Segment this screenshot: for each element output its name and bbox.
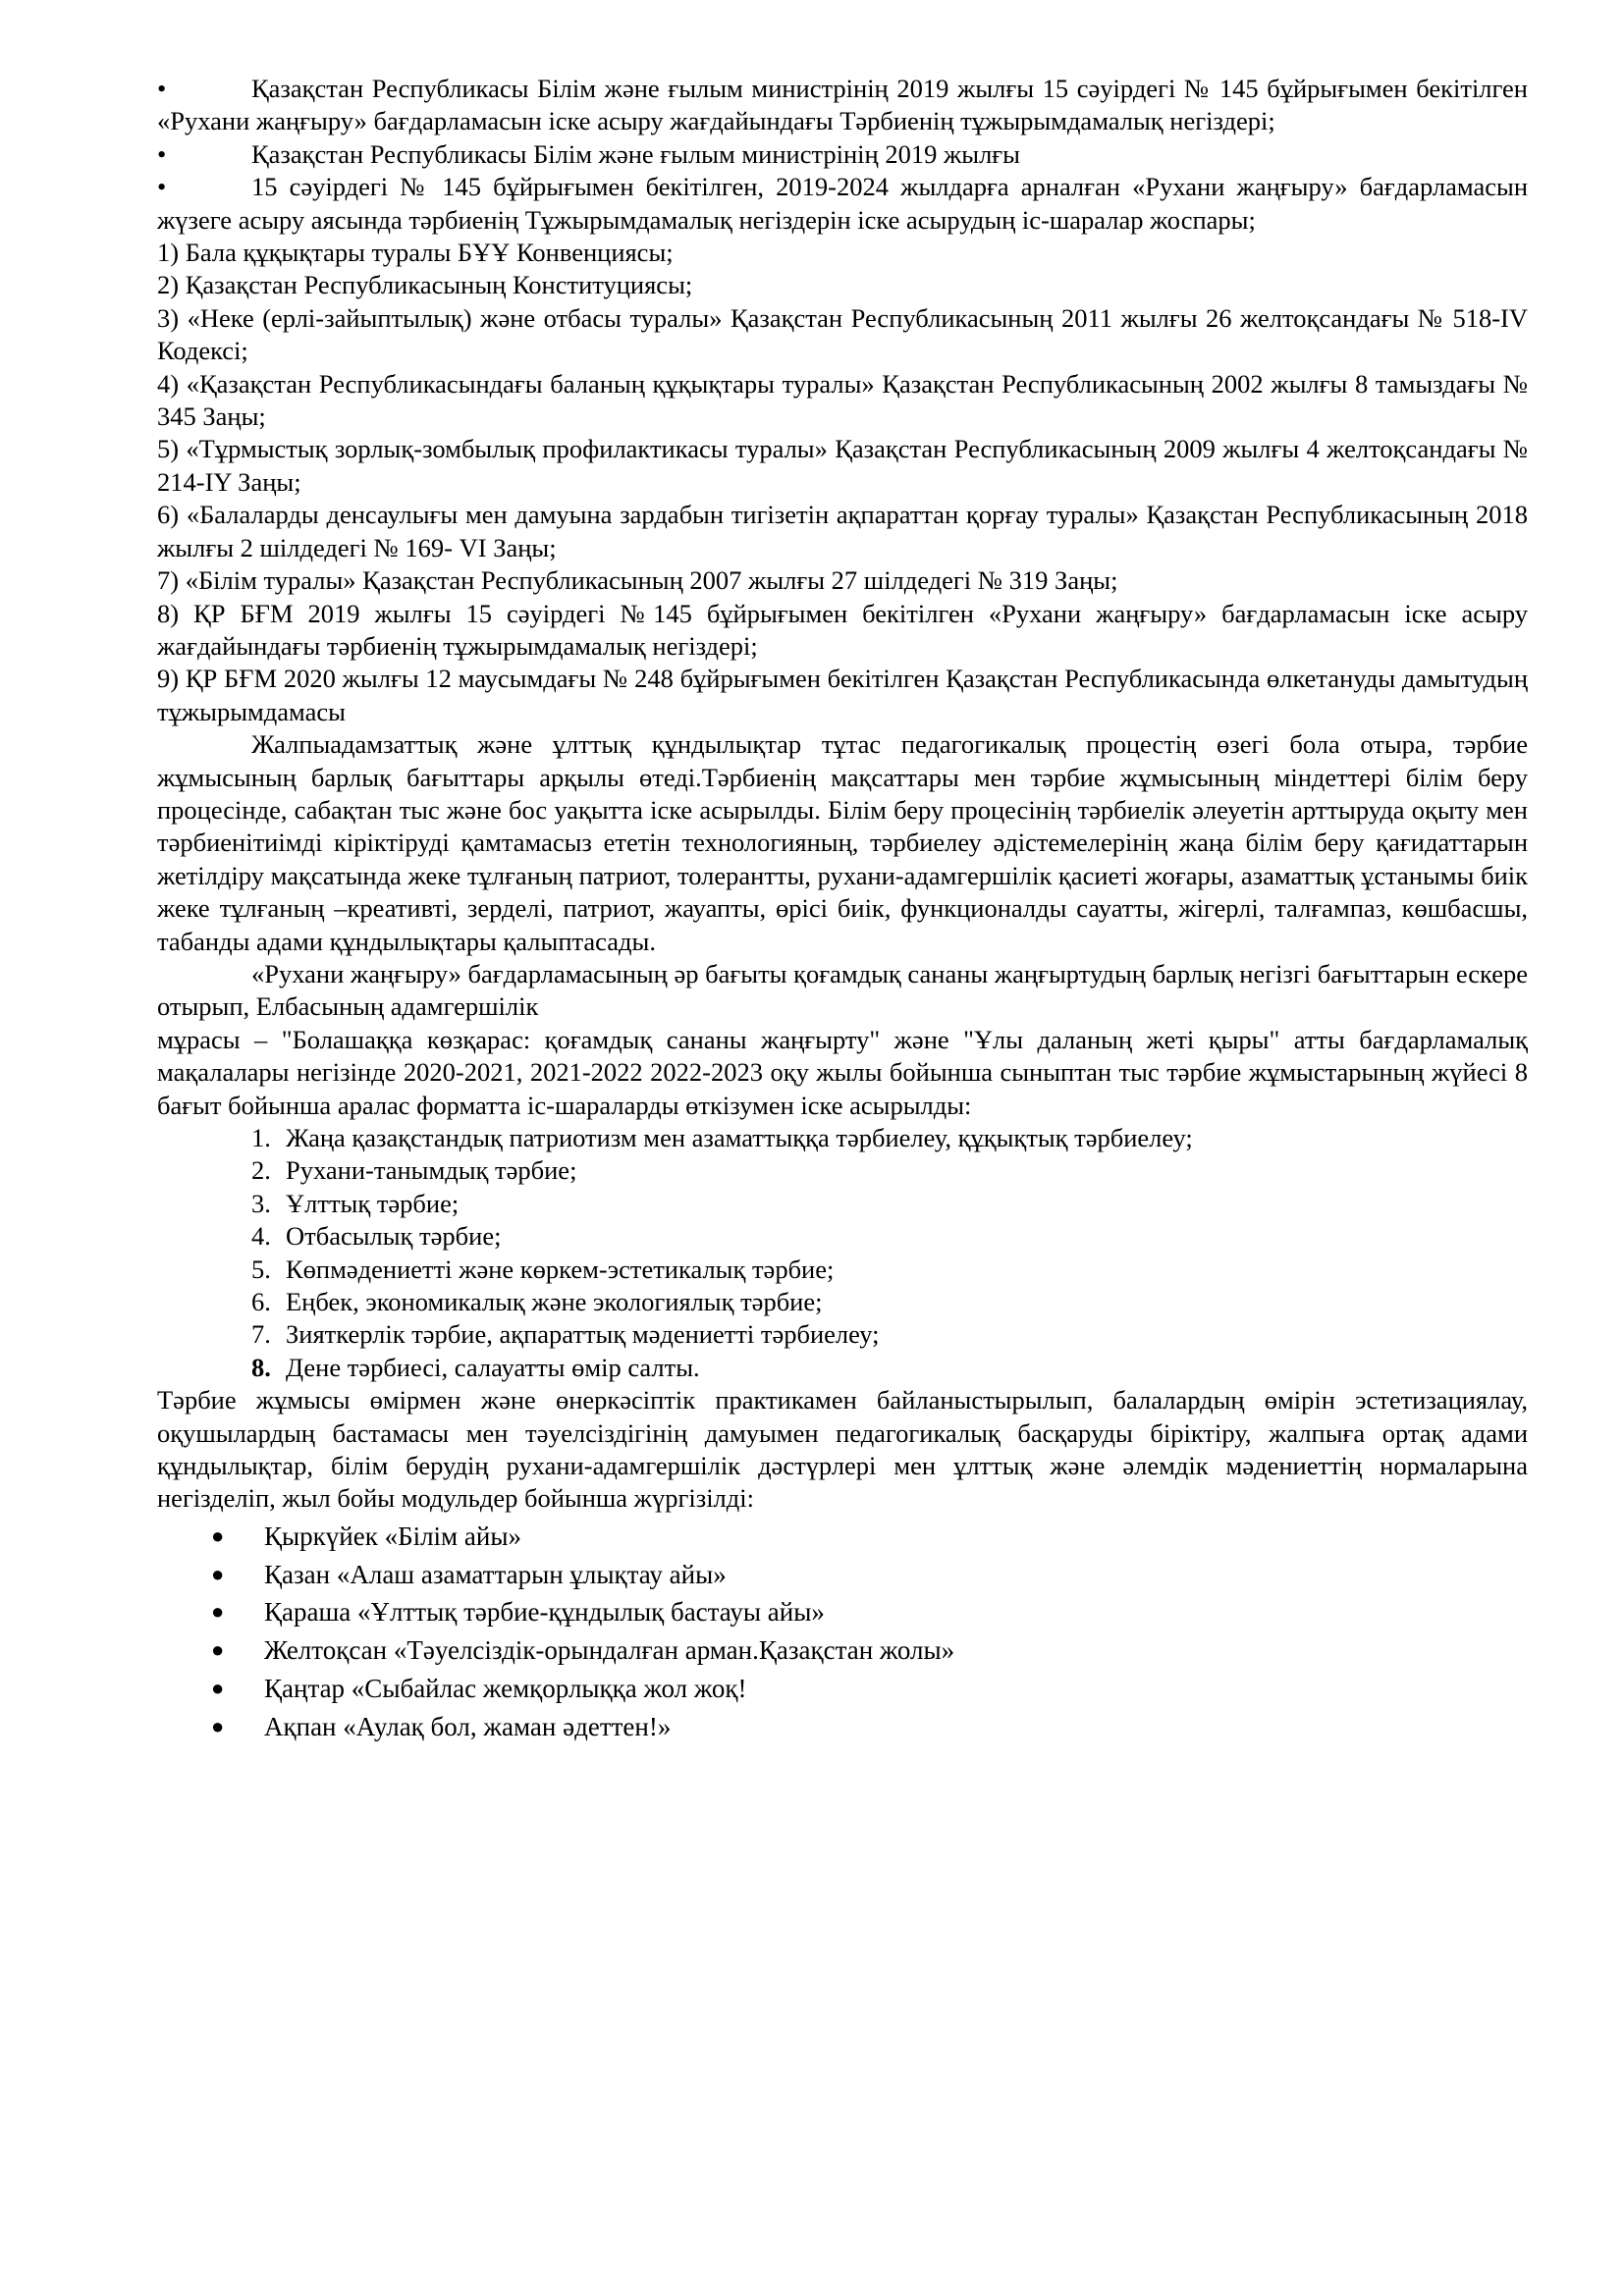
directions-list <box>157 1122 1528 1384</box>
intro-bullet-text: Қазақстан Республикасы Білім және ғылым министрінің 2019 жылғы 15 сәуірдегі № 145 бұйрығымен бекітілген «Рухани жаңғыру» бағдарламасын іске асыру жағдайындағы Тәрбиенің тұжырымдамалық негіздері; <box>157 74 1528 136</box>
bullet-icon: ● <box>211 1637 225 1663</box>
legal-item: 1) Бала құқықтары туралы БҰҰ Конвенциясы; <box>157 238 674 268</box>
direction-item <box>157 1352 1528 1384</box>
legal-item: 4) «Қазақстан Республикасындағы баланың құқықтары туралы» Қазақстан Республикасының 2002 жылғы 8 тамыздағы № 345 Заңы; <box>157 368 1528 432</box>
month-text: Ақпан «Аулақ бол, жаман әдеттен!» <box>264 1711 672 1741</box>
month-item <box>157 1556 1528 1594</box>
direction-number: 8. <box>251 1352 271 1382</box>
direction-text: Отбасылық тәрбие; <box>286 1221 502 1252</box>
direction-item <box>157 1286 1528 1318</box>
paragraph-values: Жалпыадамзаттық және ұлттық құндылықтар тұтас педагогикалық процестің өзегі бола отыра, тәрбие жұмысының барлық бағыттары арқылы өтеді.Тәрбиенің мақсаттары мен тәрбие жұмысының міндеттері білім беру процесінде, сабақтан тыс және бос уақытта іске асырылды. Білім беру процесінің тәрбиелік әлеуетін арттыруда оқыту мен тәрбиенітиімді кіріктіруді қамтамасыз ететін технологияның, тәрбиелеу әдістемелерінің жаңа білім беру қағидаттарын жетілдіру мақсатында жеке тұлғаның патриот, толерантты, рухани-адамгершілік қасиеті жоғары, азаматтық ұстанымы биік жеке тұлғаның –креативті, зерделі, патриот, жауапты, өрісі биік, функционалды сауатты, жігерлі, талғампаз, көшбасшы, табанды адами құндылықтары қалыптасады. <box>157 729 1528 956</box>
month-item <box>157 1708 1528 1746</box>
document-page <box>157 73 1528 1746</box>
intro-bullet-3 <box>157 171 1528 237</box>
bullet-icon: ● <box>211 1561 225 1586</box>
intro-bullet-text: 15 сәуірдегі № 145 бұйрығымен бекітілген, 2019-2024 жылдарға арналған «Рухани жаңғыру» бағдарламасын жүзеге асыру аясында тәрбиенің Тұжырымдамалық негіздерін іске асырудың іс-шаралар жоспары; <box>157 172 1528 235</box>
direction-text: Рухани-танымдық тәрбие; <box>286 1155 577 1186</box>
legal-item: 3) «Неке (ерлі-зайыптылық) және отбасы туралы» Қазақстан Республикасының 2011 жылғы 26 желтоқсандағы № 518-IV Кодексі; <box>157 302 1528 366</box>
direction-number: 1. <box>251 1123 271 1152</box>
legal-item: 9) ҚР БҒМ 2020 жылғы 12 маусымдағы № 248 бұйрығымен бекітілген Қазақстан Республикасында өлкетануды дамытудың тұжырымдамасы <box>157 664 1528 726</box>
paragraph-program-b: мұрасы – "Болашаққа көзқарас: қоғамдық сананы жаңғырту" және "Ұлы даланың жеті қыры" атты бағдарламалық мақалалары негізінде 2020-2021, 2021-2022 2022-2023 оқу жылы бойынша сыныптан тыс тәрбие жұмыстарының жүйесі 8 бағыт бойынша аралас форматта іс-шараларды өткізумен іске асырылды: <box>157 1024 1528 1120</box>
direction-text: Жаңа қазақстандық патриотизм мен азаматтыққа тәрбиелеу, құқықтық тәрбиелеу; <box>286 1123 1193 1152</box>
legal-item: 6) «Балаларды денсаулығы мен дамуына зардабын тигізетін ақпараттан қорғау туралы» Қазақстан Республикасының 2018 жылғы 2 шілдедегі № 169- VI Заңы; <box>157 500 1528 562</box>
intro-bullet-1 <box>157 73 1528 138</box>
legal-basis-list <box>157 237 1528 728</box>
month-item <box>157 1631 1528 1670</box>
direction-text: Ұлттық тәрбие; <box>286 1188 460 1218</box>
month-text: Қазан «Алаш азаматтарын ұлықтау айы» <box>264 1559 727 1589</box>
direction-text: Көпмәдениетті және көркем-эстетикалық тәрбие; <box>286 1254 835 1284</box>
direction-number: 5. <box>251 1254 271 1284</box>
legal-item: 5) «Тұрмыстық зорлық-зомбылық профилактикасы туралы» Қазақстан Республикасының 2009 жылғы 4 желтоқсандағы № 214-IY Заңы; <box>157 434 1528 497</box>
direction-text: Зияткерлік тәрбие, ақпараттық мәдениетті тәрбиелеу; <box>286 1319 880 1350</box>
legal-item: 8) ҚР БҒМ 2019 жылғы 15 сәуірдегі №145 бұйрығымен бекітілген «Рухани жаңғыру» бағдарламасын іске асыру жағдайындағы тәрбиенің тұжырымдамалық негіздері; <box>157 598 1528 661</box>
month-text: Желтоқсан «Тәуелсіздік-орындалған арман.Қазақстан жолы» <box>264 1635 955 1666</box>
direction-item <box>157 1122 1528 1154</box>
legal-item: 7) «Білім туралы» Қазақстан Республикасының 2007 жылғы 27 шілдедегі № 319 Заңы; <box>157 565 1118 596</box>
month-text: Қаңтар «Сыбайлас жемқорлыққа жол жоқ! <box>264 1674 747 1704</box>
bullet-marker: • <box>157 172 167 202</box>
direction-item <box>157 1254 1528 1286</box>
legal-item: 2) Қазақстан Республикасының Конституциясы; <box>157 270 693 300</box>
month-item <box>157 1670 1528 1708</box>
direction-number: 7. <box>251 1319 271 1350</box>
month-text: Қараша «Ұлттық тәрбие-құндылық бастауы айы» <box>264 1597 825 1628</box>
direction-number: 4. <box>251 1221 271 1252</box>
direction-item <box>157 1220 1528 1253</box>
direction-item <box>157 1188 1528 1220</box>
bullet-icon: ● <box>211 1676 225 1701</box>
direction-number: 3. <box>251 1188 271 1218</box>
intro-bullet-2 <box>157 138 1528 171</box>
bullet-icon: ● <box>211 1522 225 1548</box>
direction-number: 6. <box>251 1287 271 1317</box>
paragraph-program-a: «Рухани жаңғыру» бағдарламасының әр бағыты қоғамдық сананы жаңғыртудың барлық негізгі бағыттарын ескере отырып, Елбасының адамгершілік <box>157 958 1528 1022</box>
monthly-modules-list <box>157 1518 1528 1746</box>
paragraph-modules: Тәрбие жұмысы өмірмен және өнеркәсіптік практикамен байланыстырылып, балалардың өмірін эстетизациялау, оқушылардың бастамасы мен тәуелсіздігінің дамуымен педагогикалық басқаруды біріктіру, жалпыға ортақ адами құндылықтар, білім берудің рухани-адамгершілік дәстүрлері мен ұлттық және әлемдік мәдениеттің нормаларына негізделіп, жыл бойы модульдер бойынша жүргізілді: <box>157 1385 1528 1514</box>
month-item <box>157 1518 1528 1556</box>
direction-item <box>157 1154 1528 1187</box>
direction-number: 2. <box>251 1155 271 1186</box>
month-item <box>157 1593 1528 1631</box>
bullet-marker: • <box>157 138 167 169</box>
direction-text: Еңбек, экономикалық және экологиялық тәрбие; <box>286 1287 823 1317</box>
direction-text: Дене тәрбиесі, салауатты өмір салты. <box>286 1352 700 1382</box>
direction-item <box>157 1318 1528 1351</box>
bullet-icon: ● <box>211 1599 225 1625</box>
intro-bullet-text: Қазақстан Республикасы Білім және ғылым министрінің 2019 жылғы <box>251 138 1020 169</box>
month-text: Қыркүйек «Білім айы» <box>264 1521 521 1551</box>
bullet-marker: • <box>157 74 167 103</box>
bullet-icon: ● <box>211 1713 225 1738</box>
